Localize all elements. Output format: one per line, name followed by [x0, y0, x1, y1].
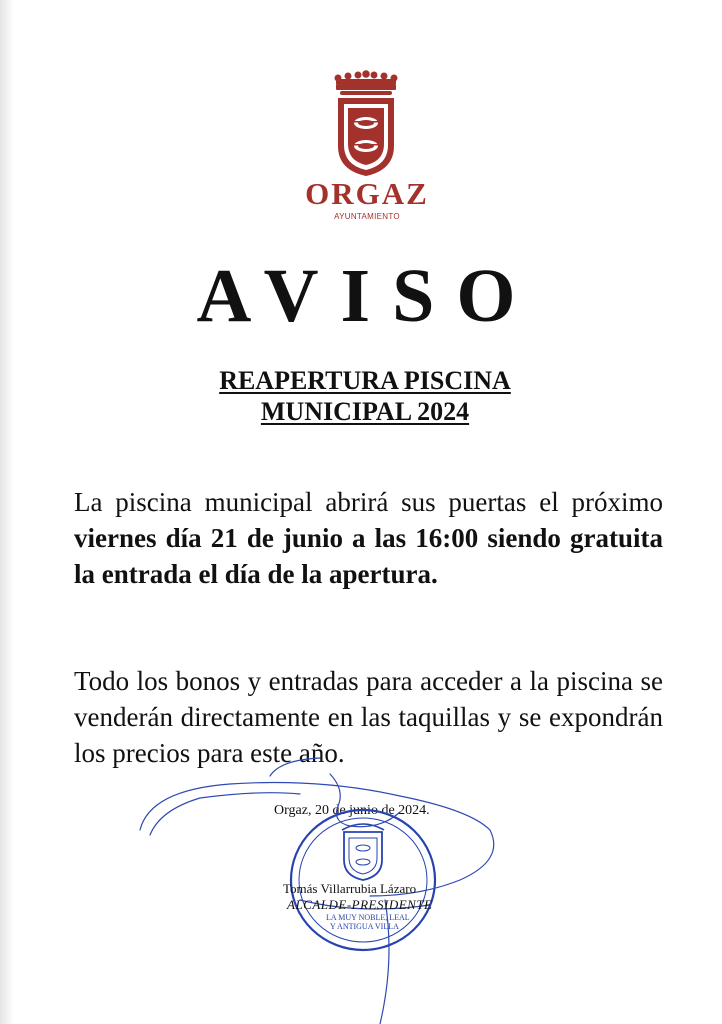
page-edge-shadow [0, 0, 14, 1024]
date-line: Orgaz, 20 de junio de 2024. [274, 803, 430, 818]
subtitle-line-2: MUNICIPAL 2024 [260, 397, 470, 426]
paragraph-opening [74, 484, 663, 592]
opening-intro-text: La piscina municipal abrirá sus puertas el próximo [74, 487, 663, 517]
subtitle-line-1: REAPERTURA PISCINA [219, 366, 511, 395]
signatory-role: ALCALDE-PRESIDENTE [287, 897, 433, 912]
stamp-text-line-2: Y ANTIGUA VILLA [330, 922, 399, 931]
notice-subtitle [0, 365, 722, 427]
opening-date-text: viernes día 21 de junio a las 16:00 siendo gratuita la entrada el día de la apertura. [74, 523, 663, 589]
brand-name: ORGAZ [305, 176, 429, 211]
orgaz-coat-of-arms-icon [330, 70, 402, 182]
signatory-name: Tomás Villarrubia Lázaro [283, 881, 417, 896]
paragraph-tickets: Todo los bonos y entradas para acceder a la piscina se venderán directamente en las taquillas y se expondrán los precios para este año. [74, 666, 663, 768]
brand-subtitle: AYUNTAMIENTO [334, 212, 400, 221]
notice-title: AVISO [196, 254, 538, 338]
stamp-text-line-1: LA MUY NOBLE, LEAL [326, 913, 410, 922]
